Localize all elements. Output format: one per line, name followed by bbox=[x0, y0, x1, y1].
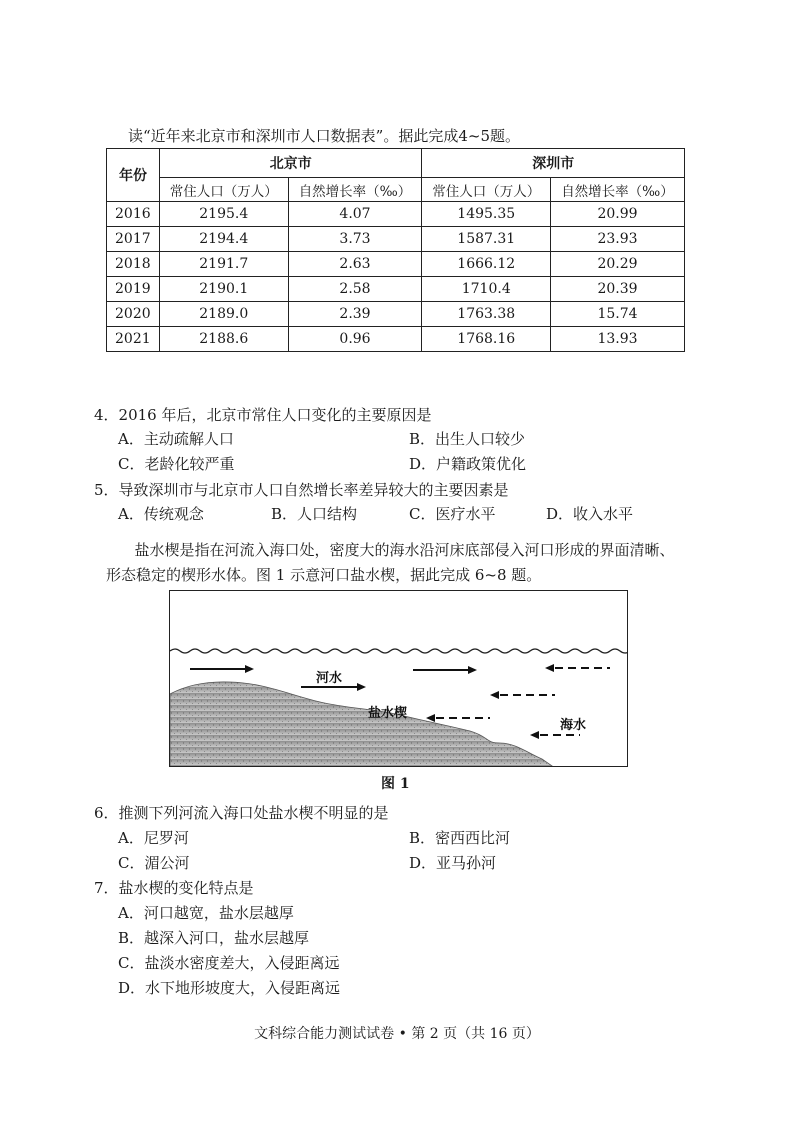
cell-year: 2016 bbox=[107, 202, 160, 227]
table-row bbox=[107, 277, 685, 302]
question-4-option-a[interactable]: A．主动疏解人口 bbox=[118, 430, 234, 448]
cell-year: 2019 bbox=[107, 277, 160, 302]
cell-bj-rate: 3.73 bbox=[288, 227, 422, 252]
cell-sz-rate: 15.74 bbox=[551, 302, 685, 327]
table-row bbox=[107, 327, 685, 352]
cell-bj-rate: 0.96 bbox=[288, 327, 422, 352]
cell-sz-pop: 1666.12 bbox=[422, 252, 551, 277]
city-header-shenzhen: 深圳市 bbox=[422, 149, 685, 178]
question-4-option-c[interactable]: C．老龄化较严重 bbox=[118, 455, 235, 473]
question-4-stem: 4．2016 年后，北京市常住人口变化的主要原因是 bbox=[94, 406, 432, 424]
cell-sz-pop: 1763.38 bbox=[422, 302, 551, 327]
page-footer: 文科综合能力测试试卷 • 第 2 页（共 16 页） bbox=[254, 1026, 540, 1042]
passage-saltwater-wedge: 盐水楔是指在河流入海口处，密度大的海水沿河床底部侵入河口形成的界面清晰、形态稳定的楔形水体。图 1 示意河口盐水楔，据此完成 6~8 题。 bbox=[106, 541, 675, 584]
figure-caption: 图 1 bbox=[381, 776, 410, 792]
cell-bj-pop: 2194.4 bbox=[160, 227, 289, 252]
question-4-option-b[interactable]: B．出生人口较少 bbox=[409, 430, 526, 448]
table-header-row bbox=[107, 149, 685, 178]
col-header-sz-pop: 常住人口（万人） bbox=[422, 178, 551, 202]
cell-bj-rate: 2.39 bbox=[288, 302, 422, 327]
river-flow-arrow bbox=[413, 666, 477, 674]
year-header: 年份 bbox=[107, 149, 160, 202]
sea-flow-arrow bbox=[545, 664, 610, 672]
cell-sz-pop: 1768.16 bbox=[422, 327, 551, 352]
question-6-stem: 6．推测下列河流入海口处盐水楔不明显的是 bbox=[94, 804, 389, 822]
question-7-stem: 7．盐水楔的变化特点是 bbox=[94, 879, 254, 897]
cell-bj-rate: 2.63 bbox=[288, 252, 422, 277]
table-row bbox=[107, 252, 685, 277]
label-saltwater-wedge: 盐水楔 bbox=[368, 706, 408, 721]
table-row bbox=[107, 202, 685, 227]
cell-bj-pop: 2191.7 bbox=[160, 252, 289, 277]
question-5-stem: 5．导致深圳市与北京市人口自然增长率差异较大的主要因素是 bbox=[94, 481, 509, 499]
question-5-option-c[interactable]: C．医疗水平 bbox=[409, 505, 496, 523]
col-header-bj-rate: 自然增长率（‰） bbox=[288, 178, 422, 202]
sea-flow-arrow bbox=[426, 714, 490, 722]
label-sea-water: 海水 bbox=[560, 718, 587, 733]
question-6-option-d[interactable]: D．亚马孙河 bbox=[409, 854, 497, 872]
label-river-water: 河水 bbox=[316, 671, 343, 686]
cell-sz-rate: 20.39 bbox=[551, 277, 685, 302]
river-flow-arrow bbox=[190, 665, 254, 673]
city-header-beijing: 北京市 bbox=[160, 149, 422, 178]
table-intro: 读“近年来北京市和深圳市人口数据表”。据此完成4~5题。 bbox=[128, 127, 520, 145]
question-7-option-a[interactable]: A．河口越宽，盐水层越厚 bbox=[118, 904, 294, 922]
question-7-option-d[interactable]: D．水下地形坡度大，入侵距离远 bbox=[118, 979, 341, 997]
population-table bbox=[106, 148, 685, 352]
question-5-option-a[interactable]: A．传统观念 bbox=[118, 505, 204, 523]
table-row bbox=[107, 227, 685, 252]
col-header-sz-rate: 自然增长率（‰） bbox=[551, 178, 685, 202]
cell-bj-pop: 2195.4 bbox=[160, 202, 289, 227]
wedge-diagram bbox=[170, 591, 628, 767]
cell-bj-rate: 4.07 bbox=[288, 202, 422, 227]
cell-sz-pop: 1495.35 bbox=[422, 202, 551, 227]
col-header-bj-pop: 常住人口（万人） bbox=[160, 178, 289, 202]
question-7-option-b[interactable]: B．越深入河口，盐水层越厚 bbox=[118, 929, 310, 947]
sea-flow-arrow bbox=[490, 691, 555, 699]
question-6-option-a[interactable]: A．尼罗河 bbox=[118, 829, 189, 847]
question-7-option-c[interactable]: C．盐淡水密度差大，入侵距离远 bbox=[118, 954, 340, 972]
table-row bbox=[107, 302, 685, 327]
cell-bj-rate: 2.58 bbox=[288, 277, 422, 302]
cell-sz-pop: 1710.4 bbox=[422, 277, 551, 302]
cell-sz-rate: 23.93 bbox=[551, 227, 685, 252]
cell-sz-pop: 1587.31 bbox=[422, 227, 551, 252]
question-4-option-d[interactable]: D．户籍政策优化 bbox=[409, 455, 527, 473]
cell-sz-rate: 20.99 bbox=[551, 202, 685, 227]
cell-sz-rate: 20.29 bbox=[551, 252, 685, 277]
question-5-option-d[interactable]: D．收入水平 bbox=[546, 505, 634, 523]
cell-year: 2017 bbox=[107, 227, 160, 252]
cell-year: 2021 bbox=[107, 327, 160, 352]
cell-sz-rate: 13.93 bbox=[551, 327, 685, 352]
question-6-option-c[interactable]: C．湄公河 bbox=[118, 854, 190, 872]
cell-bj-pop: 2188.6 bbox=[160, 327, 289, 352]
water-surface-wave bbox=[170, 649, 628, 653]
question-6-option-b[interactable]: B．密西西比河 bbox=[409, 829, 511, 847]
table-subheader-row bbox=[107, 178, 685, 202]
cell-bj-pop: 2190.1 bbox=[160, 277, 289, 302]
cell-year: 2020 bbox=[107, 302, 160, 327]
cell-bj-pop: 2189.0 bbox=[160, 302, 289, 327]
cell-year: 2018 bbox=[107, 252, 160, 277]
figure-saltwater-wedge bbox=[169, 590, 628, 767]
question-5-option-b[interactable]: B．人口结构 bbox=[271, 505, 358, 523]
